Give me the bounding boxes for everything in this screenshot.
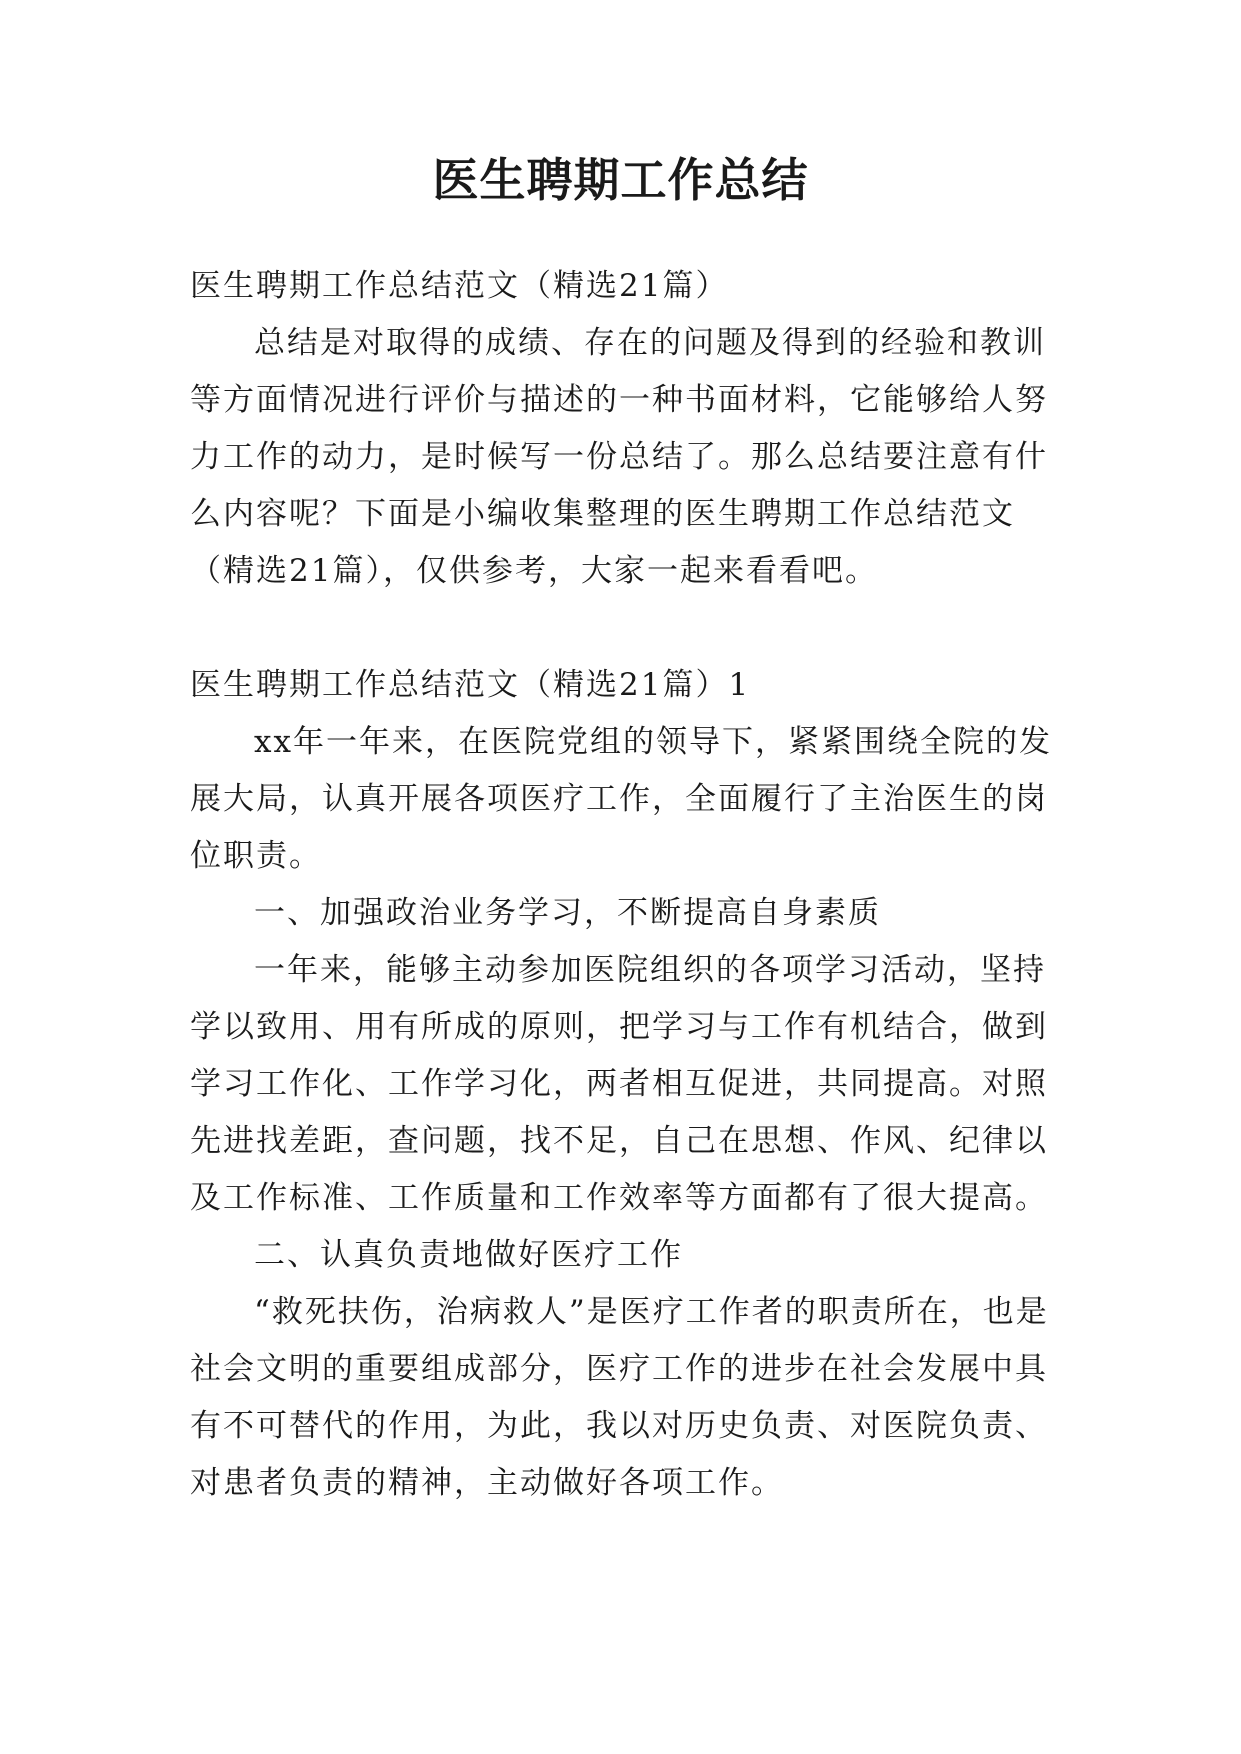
subheading-1: 一、加强政治业务学习，不断提高自身素质	[254, 895, 881, 931]
intro-heading: 医生聘期工作总结范文（精选21篇）	[190, 268, 729, 304]
intro-paragraph: 总结是对取得的成绩、存在的问题及得到的经验和教训等方面情况进行评价与描述的一种书面材料，它能够给人努力工作的动力，是时候写一份总结了。那么总结要注意有什么内容呢？下面是小编收集整理的医生聘期工作总结范文（精选21篇），仅供参考，大家一起来看看吧。	[190, 325, 1048, 589]
paragraph-opening: xx年一年来，在医院党组的领导下，紧紧围绕全院的发展大局，认真开展各项医疗工作，全面履行了主治医生的岗位职责。	[190, 724, 1052, 874]
subheading-2: 二、认真负责地做好医疗工作	[254, 1237, 683, 1273]
paragraph-medical-work: “救死扶伤，治病救人”是医疗工作者的职责所在，也是社会文明的重要组成部分，医疗工作的进步在社会发展中具有不可替代的作用，为此，我以对历史负责、对医院负责、对患者负责的精神，主动做好各项工作。	[190, 1294, 1049, 1501]
section-gap	[190, 600, 1060, 657]
paragraph-study: 一年来，能够主动参加医院组织的各项学习活动，坚持学以致用、用有所成的原则，把学习与工作有机结合，做到学习工作化、工作学习化，两者相互促进，共同提高。对照先进找差距，查问题，找不足，自己在思想、作风、纪律以及工作标准、工作质量和工作效率等方面都有了很大提高。	[190, 952, 1048, 1216]
section-1-heading: 医生聘期工作总结范文（精选21篇）1	[190, 667, 751, 703]
document-title: 医生聘期工作总结	[432, 153, 809, 207]
document-body	[190, 258, 1060, 1512]
